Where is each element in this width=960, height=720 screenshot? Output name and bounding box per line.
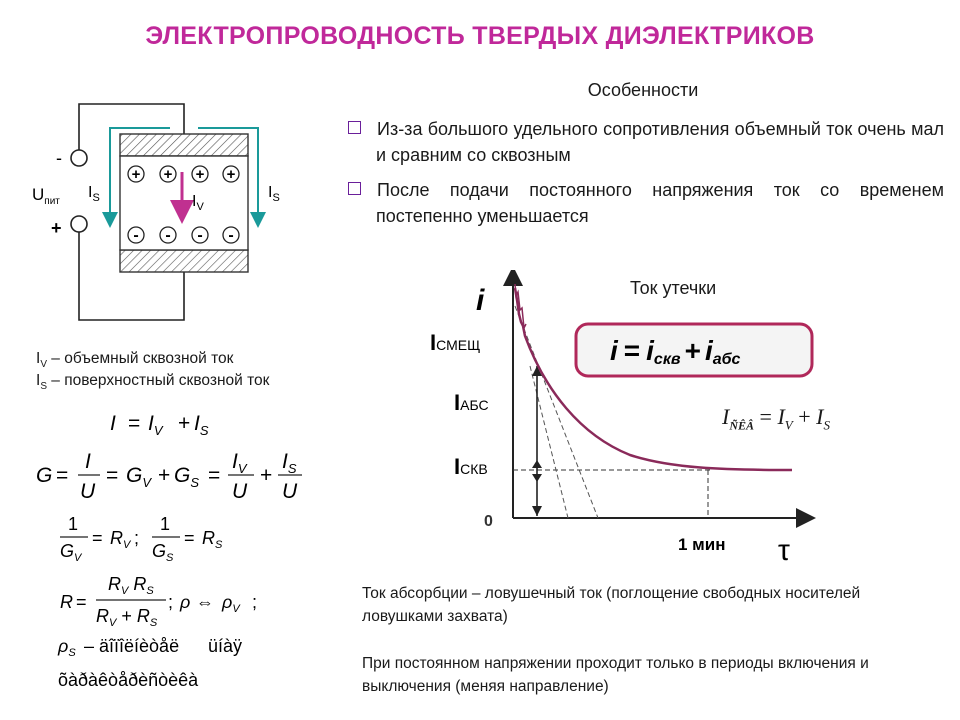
minus-label: - — [56, 148, 62, 168]
zero-label: 0 — [484, 513, 493, 530]
svg-text:=: = — [106, 464, 119, 487]
svg-text:U: U — [80, 480, 96, 503]
svg-text:IV: $I_V$ — [148, 412, 163, 438]
svg-text:+: + — [178, 412, 191, 435]
svg-text:RV: $R_V$ — [110, 528, 131, 551]
formula-conductance — [36, 450, 302, 503]
svg-text:U: U — [232, 480, 248, 503]
iv-label: $I_V$ — [192, 193, 204, 213]
svg-text:IV: $I_V$ — [232, 450, 247, 476]
svg-text:=: = — [76, 592, 87, 612]
svg-text:ρV: $\rho_V$ — [222, 592, 240, 615]
svg-text:+: + — [163, 166, 173, 183]
circuit-diagram — [20, 92, 320, 332]
svg-text:GV: $G_V$ — [60, 541, 82, 564]
svg-text:RS: $R_S$ — [202, 528, 223, 551]
svg-text:;: ; — [168, 592, 174, 612]
svg-text:I: I — [110, 412, 116, 435]
bottom-electrode — [120, 250, 248, 272]
svg-text:;: ; — [252, 592, 258, 612]
svg-text:I: I — [85, 450, 91, 473]
svg-text:RV RS: $R_V$ $R_S$ — [108, 574, 154, 597]
svg-text:=: = — [92, 528, 103, 548]
svg-text:R: R — [60, 592, 73, 612]
note-absorption: Ток абсорбции – ловушечный ток (поглощение свободных носителей ловушками захвата) — [362, 585, 861, 625]
svg-text:+: + — [260, 464, 273, 487]
i-smesh-label: IСМЕЩ — [430, 330, 481, 355]
svg-text:üíàÿ: üíàÿ — [208, 636, 243, 656]
svg-text:-: - — [133, 227, 139, 244]
formula-current-sum — [110, 412, 209, 438]
skv-arrow-down — [532, 474, 542, 482]
svg-text:RV + RS: $R_V + R_S$ — [96, 606, 158, 629]
feature-bullet-2-text: После подачи постоянного напряжения ток со временем постепенно уменьшается — [376, 180, 944, 226]
svg-text:⇔: ⇔ — [196, 592, 214, 612]
svg-text:U: U — [282, 480, 298, 503]
svg-text:ρ: ρ — [180, 592, 191, 612]
svg-text:GV: $G_V$ — [126, 464, 152, 490]
top-electrode — [120, 134, 248, 156]
chart-caption: Ток утечки — [630, 278, 717, 298]
note-constant-voltage: При постоянном напряжении проходит только в периоды включения и выключения (меняя направление) — [362, 655, 869, 695]
plus-label: + — [51, 218, 62, 238]
svg-text:G: G — [36, 464, 53, 487]
minus-terminal — [71, 150, 87, 166]
x-tick-label: 1 мин — [678, 535, 726, 554]
x-axis-label: τ — [778, 534, 790, 567]
features-heading: Особенности — [587, 80, 699, 100]
legend-is: $I_S$ – поверхностный сквозной ток — [36, 372, 270, 393]
feature-bullet-1 — [356, 116, 944, 168]
formula-rho-s — [57, 636, 242, 690]
svg-text:=: = — [56, 464, 69, 487]
i-abs-label: IАБС — [454, 390, 489, 415]
svg-text:=: = — [208, 464, 221, 487]
boxed-formula-text: i = iскв + iабс — [610, 335, 741, 368]
formula-resistances — [60, 514, 223, 564]
is-right-label: $I_S$ — [268, 184, 280, 204]
svg-text:IS: $I_S$ — [194, 412, 209, 438]
tangent-line-2 — [530, 366, 568, 518]
svg-text:-: - — [228, 227, 234, 244]
svg-text:õàðàêòåðèñòèêà: õàðàêòåðèñòèêà — [58, 670, 199, 690]
svg-text:ρS: $\rho_S$ — [58, 636, 76, 659]
page-title: ЭЛЕКТРОПРОВОДНОСТЬ ТВЕРДЫХ ДИЭЛЕКТРИКОВ — [145, 22, 815, 50]
svg-text:+: + — [195, 166, 205, 183]
svg-text:=: = — [128, 412, 141, 435]
svg-text:+: + — [158, 464, 171, 487]
svg-text:GS: $G_S$ — [174, 464, 200, 490]
is-left-label: $I_S$ — [88, 184, 100, 204]
svg-text:=: = — [184, 528, 195, 548]
svg-text:GS: $G_S$ — [152, 541, 174, 564]
svg-text:– äîïîëíèòåë: – äîïîëíèòåë — [84, 636, 180, 656]
u-label: $U_{пит}$ — [32, 185, 60, 207]
svg-text:1: 1 — [160, 514, 171, 534]
svg-text:+: + — [131, 166, 141, 183]
legend-iv: $I_V$ – объемный сквозной ток — [36, 350, 234, 371]
y-axis-label: i — [476, 284, 485, 317]
svg-text:-: - — [197, 227, 203, 244]
skv-arrow-up — [532, 460, 542, 468]
plus-terminal — [71, 216, 87, 232]
formulas-block — [30, 400, 330, 700]
checkbox-bullet-icon — [348, 121, 361, 134]
checkbox-bullet-icon — [348, 182, 361, 195]
svg-text:+: + — [226, 166, 236, 183]
svg-text:IS: $I_S$ — [282, 450, 297, 476]
feature-bullet-1-text: Из-за большого удельного сопротивления объемный ток очень мал и сравним со сквозным — [376, 119, 944, 165]
formula-parallel — [60, 574, 257, 629]
svg-text:1: 1 — [68, 514, 79, 534]
current-decay-curve — [515, 288, 792, 470]
i-skv-label: IСКВ — [454, 454, 488, 479]
sum-formula: $I_{ÑÊÂ} = I_V + I_S$ — [722, 404, 830, 433]
svg-text:;: ; — [134, 528, 140, 548]
feature-bullet-2 — [356, 177, 944, 229]
svg-text:-: - — [165, 227, 171, 244]
